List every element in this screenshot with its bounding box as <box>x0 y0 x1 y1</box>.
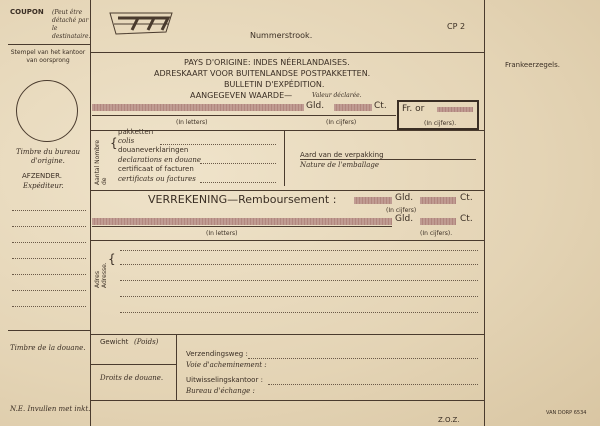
header-divider <box>90 52 484 53</box>
number-label: Nummerstrook. <box>250 31 313 40</box>
reimbursement-ct-field-2[interactable] <box>420 218 456 225</box>
address-line-4[interactable] <box>120 296 478 297</box>
form-title-fr: BULLETIN D'EXPÉDITION. <box>224 80 325 89</box>
form-title-nl: ADRESKAART VOOR BUITENLANDSE POSTPAKKETTEN. <box>154 69 371 78</box>
reimbursement-ct-field-1[interactable] <box>420 197 456 204</box>
reimbursement-ct-label-2: Ct. <box>460 214 473 224</box>
duties-label: Droits de douane. <box>100 374 164 382</box>
parcel-item-2: colis <box>118 137 135 145</box>
address-line-3[interactable] <box>120 280 478 281</box>
weight-line <box>90 364 176 365</box>
value-in-figures: (In cijfers) <box>326 119 357 126</box>
exchange-label-fr: Bureau d'échange : <box>186 387 255 395</box>
value-in-letters: (In letters) <box>176 119 208 126</box>
franking-divider <box>484 0 485 426</box>
turn-over-note: Z.O.Z. <box>438 416 460 424</box>
address-line-1[interactable] <box>120 250 478 251</box>
parcels-section-line <box>90 190 484 191</box>
ptt-logo-icon <box>108 10 176 36</box>
packing-label: Aard van de verpakking <box>300 151 384 159</box>
packing-line <box>300 159 476 160</box>
parcels-brace: { <box>110 136 118 150</box>
parcels-divider <box>284 130 285 186</box>
route-label: Verzendingsweg : <box>186 350 248 358</box>
exchange-label: Uitwisselingskantoor : <box>186 376 263 384</box>
weight-label: Gewicht <box>100 338 129 346</box>
sender-line-1 <box>12 210 86 211</box>
coupon-title: COUPON <box>10 8 44 16</box>
form-code: CP 2 <box>447 22 466 31</box>
address-section-line <box>90 334 484 335</box>
gold-franc-field[interactable] <box>437 107 473 112</box>
bottom-section-line <box>90 400 484 401</box>
declared-value-label-fr: Valeur déclarée. <box>312 92 362 99</box>
parcels-count-line <box>160 144 276 145</box>
sender-line-2 <box>12 226 86 227</box>
reimbursement-gld-label-2: Gld. <box>395 214 414 224</box>
declared-value-label: AANGEGEVEN WAARDE— <box>190 91 293 100</box>
parcel-item-3: douaneverklaringen <box>118 146 189 154</box>
address-side-label: Adres Adresse. <box>94 262 108 288</box>
origin-country: PAYS D'ORIGINE: INDES NÉERLANDAISES. <box>184 58 350 67</box>
customs-stamp-label: Timbre de la douane. <box>10 344 86 352</box>
exchange-line[interactable] <box>268 384 478 385</box>
packing-label-fr: Nature de l'emballage <box>300 161 380 169</box>
reimbursement-in-figures-2: (In cijfers). <box>420 230 453 237</box>
certificates-count-line <box>200 182 276 183</box>
reimbursement-in-figures-1: (In cijfers) <box>386 207 417 214</box>
coupon-bottom-line <box>8 330 90 331</box>
ink-note: N.E. Invullen met inkt. <box>10 405 91 413</box>
reimbursement-in-letters: (In letters) <box>206 230 238 237</box>
origin-stamp-circle <box>16 80 78 142</box>
address-brace: { <box>108 252 116 266</box>
coupon-note: (Peut être détaché par le destinataire. <box>52 9 91 40</box>
reimbursement-gld-field-1[interactable] <box>354 197 392 204</box>
address-line-5[interactable] <box>120 312 478 313</box>
reimbursement-ct-label-1: Ct. <box>460 193 473 203</box>
sender-line-4 <box>12 258 86 259</box>
sender-line-7 <box>12 306 86 307</box>
sender-line-3 <box>12 242 86 243</box>
printer-mark: VAN DORP 6534 <box>546 410 587 416</box>
sender-label: AFZENDER. <box>22 172 62 180</box>
parcels-count-label: Aantal Nombre de <box>94 139 108 185</box>
sender-line-6 <box>12 290 86 291</box>
value-row-rule <box>92 115 396 116</box>
reimbursement-section-line <box>90 240 484 241</box>
franking-label: Frankeerzegels. <box>505 61 560 69</box>
route-label-fr: Voie d'acheminement : <box>186 361 267 369</box>
parcel-item-6: certificats ou factures <box>118 175 196 183</box>
origin-stamp-label: Stempel van het kantoor van oorsprong <box>10 49 86 64</box>
value-gld-field[interactable] <box>334 104 372 111</box>
reimbursement-letters-field[interactable] <box>92 218 392 225</box>
reimbursement-gld-label-1: Gld. <box>395 193 414 203</box>
value-letters-field[interactable] <box>92 104 304 111</box>
address-line-2[interactable] <box>120 264 478 265</box>
route-line[interactable] <box>248 358 478 359</box>
weight-label-fr: (Poids) <box>134 338 159 346</box>
reimbursement-rule <box>92 226 392 227</box>
sender-label-fr: Expéditeur. <box>23 182 64 190</box>
coupon-top-line <box>8 44 90 45</box>
value-gld-label: Gld. <box>306 101 325 111</box>
gold-in-figures: (In cijfers). <box>424 120 457 127</box>
parcel-item-1: pakketten <box>118 128 154 136</box>
parcel-item-4: declarations en douane <box>118 156 201 164</box>
bottom-divider <box>176 334 177 400</box>
gold-franc-label: Fr. or <box>402 104 425 114</box>
value-ct-label: Ct. <box>374 101 387 111</box>
declarations-count-line <box>200 163 276 164</box>
coupon-divider <box>90 0 91 426</box>
origin-stamp-label-fr: Timbre du bureau d'origine. <box>15 148 81 165</box>
reimbursement-title: VERREKENING—Remboursement : <box>148 193 337 206</box>
parcel-item-5: certificaat of facturen <box>118 165 194 173</box>
sender-line-5 <box>12 274 86 275</box>
